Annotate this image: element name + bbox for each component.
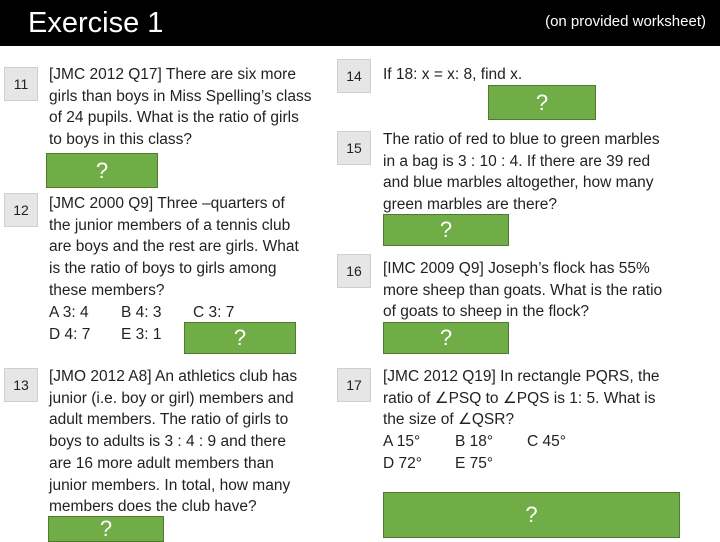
option-d: D 4: 7 (49, 325, 91, 343)
question-line: and blue marbles altogether, how many (383, 174, 654, 192)
question-line: these members? (49, 281, 165, 299)
question-line: are 16 more adult members than (49, 454, 274, 472)
question-line: [JMO 2012 A8] An athletics club has (49, 368, 298, 385)
option-b: B 4: 3 (121, 304, 162, 321)
answer-box-17[interactable]: ? (383, 492, 680, 538)
question-line: girls than boys in Miss Spelling’s class (49, 87, 312, 105)
question-line: [JMC 2012 Q17] There are six more (49, 66, 296, 83)
question-number-16: 16 (337, 254, 371, 288)
question-number-15: 15 (337, 131, 371, 165)
question-number-12: 12 (4, 193, 38, 227)
option-c: C 45° (527, 433, 566, 450)
question-text-14: If 18: x = x: 8, find x. (383, 66, 523, 83)
page-subtitle: (on provided worksheet) (545, 13, 706, 30)
answer-box-15[interactable]: ? (383, 214, 509, 246)
question-line: adult members. The ratio of girls to (49, 411, 289, 429)
question-line: junior members. In total, how many (49, 476, 291, 494)
option-e: E 3: 1 (121, 325, 162, 343)
answer-box-11[interactable]: ? (46, 153, 158, 188)
question-text-16 (383, 258, 662, 323)
question-text-15 (383, 129, 660, 216)
question-line: of goats to sheep in the flock? (383, 303, 589, 321)
option-d: D 72° (383, 454, 422, 472)
question-line: [IMC 2009 Q9] Joseph’s flock has 55% (383, 260, 650, 277)
answer-box-12[interactable]: ? (184, 322, 296, 354)
question-line: in a bag is 3 : 10 : 4. If there are 39 red (383, 152, 651, 170)
question-line: are boys and the rest are girls. What (49, 238, 299, 256)
question-line: ratio of ∠PSQ to ∠PQS is 1: 5. What is (383, 389, 656, 407)
option-a: A 3: 4 (49, 304, 89, 321)
option-b: B 18° (455, 433, 494, 450)
answer-box-13[interactable]: ? (48, 516, 164, 542)
question-line: the junior members of a tennis club (49, 216, 291, 234)
question-line: [JMC 2012 Q19] In rectangle PQRS, the (383, 368, 660, 385)
question-line: boys to adults is 3 : 4 : 9 and there (49, 433, 286, 451)
question-text-17 (383, 366, 660, 431)
question-line: more sheep than goats. What is the ratio (383, 281, 663, 299)
answer-box-16[interactable]: ? (383, 322, 509, 354)
question-number-13: 13 (4, 368, 38, 402)
question-line: the size of ∠QSR? (383, 411, 515, 429)
question-number-14: 14 (337, 59, 371, 93)
answer-box-14[interactable]: ? (488, 85, 596, 120)
question-line: to boys in this class? (49, 131, 193, 149)
question-text-13 (49, 366, 297, 518)
option-a: A 15° (383, 433, 421, 450)
question-number-11: 11 (4, 67, 38, 101)
question-number-17: 17 (337, 368, 371, 402)
options-17 (383, 431, 566, 474)
question-line: The ratio of red to blue to green marbles (383, 131, 660, 148)
question-line: of 24 pupils. What is the ratio of girls (49, 109, 299, 127)
option-e: E 75° (455, 454, 494, 472)
question-line: [JMC 2000 Q9] Three –quarters of (49, 195, 285, 212)
header-bar (0, 0, 720, 46)
question-text-12 (49, 193, 299, 302)
question-text-11 (49, 64, 311, 151)
option-c: C 3: 7 (193, 304, 235, 321)
question-line: junior (i.e. boy or girl) members and (49, 389, 294, 407)
question-line: is the ratio of boys to girls among (49, 260, 277, 278)
question-line: green marbles are there? (383, 196, 558, 214)
question-line: members does the club have? (49, 498, 257, 516)
page-title: Exercise 1 (28, 7, 164, 39)
